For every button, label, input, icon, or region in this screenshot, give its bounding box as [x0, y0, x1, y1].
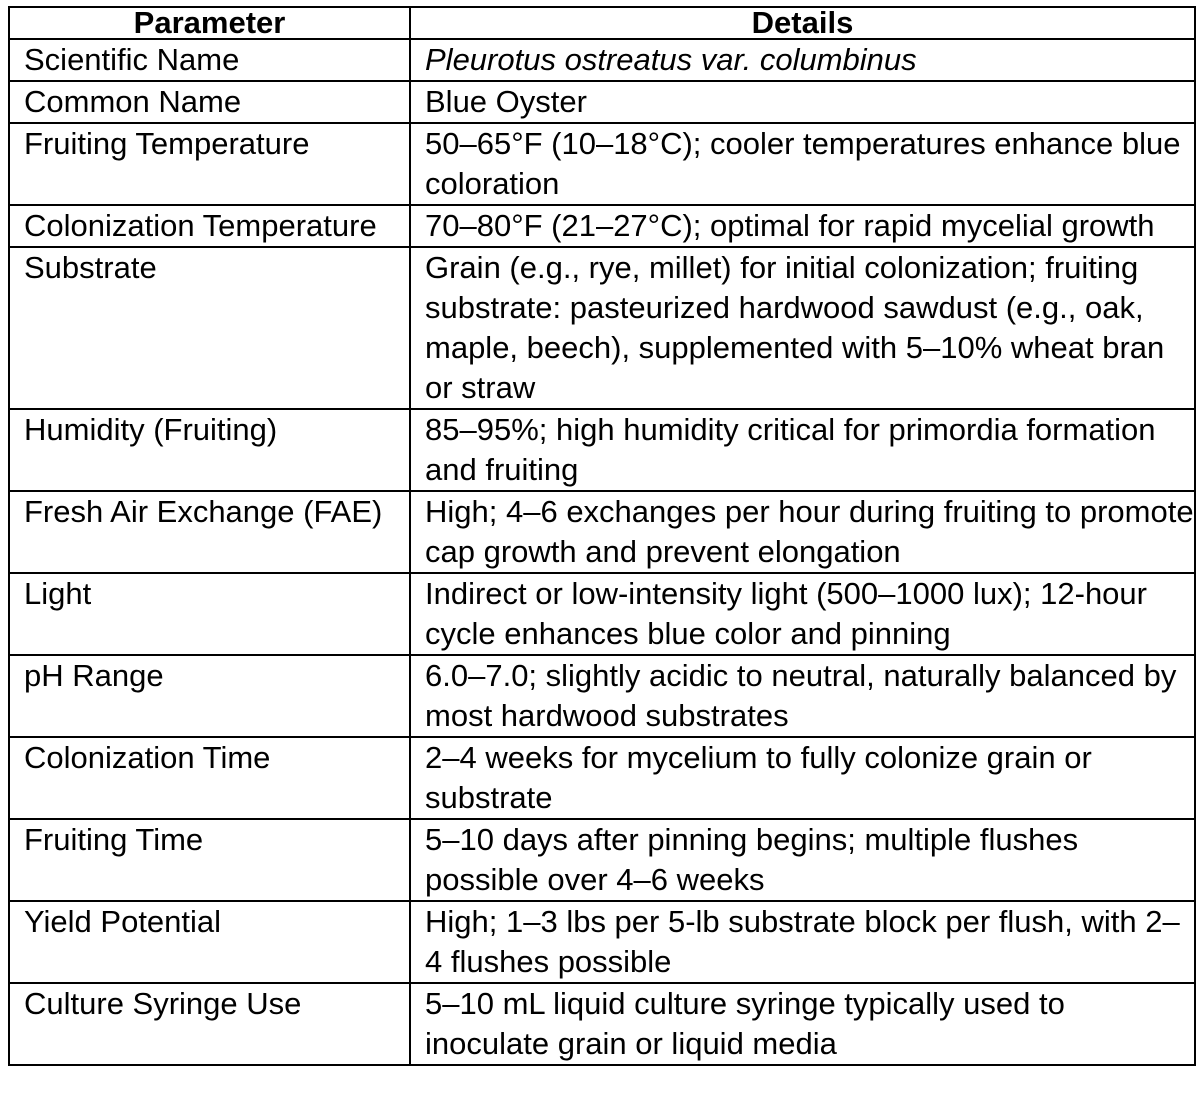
header-details: Details: [410, 7, 1195, 39]
table-row: [9, 573, 1195, 655]
table-row: [9, 491, 1195, 573]
parameter-cell: Culture Syringe Use: [9, 983, 410, 1065]
parameter-cell: Common Name: [9, 81, 410, 123]
details-cell: 5–10 days after pinning begins; multiple flushes possible over 4–6 weeks: [410, 819, 1195, 901]
table-row: [9, 901, 1195, 983]
details-cell: 5–10 mL liquid culture syringe typically used to inoculate grain or liquid media: [410, 983, 1195, 1065]
table-row: [9, 247, 1195, 409]
table-row: [9, 655, 1195, 737]
details-cell: 2–4 weeks for mycelium to fully colonize grain or substrate: [410, 737, 1195, 819]
details-cell: 70–80°F (21–27°C); optimal for rapid mycelial growth: [410, 205, 1195, 247]
parameter-cell: Fruiting Time: [9, 819, 410, 901]
parameter-cell: Colonization Time: [9, 737, 410, 819]
table-row: [9, 205, 1195, 247]
parameter-cell: Scientific Name: [9, 39, 410, 81]
parameters-table: [8, 6, 1196, 1066]
details-cell: 50–65°F (10–18°C); cooler temperatures enhance blue coloration: [410, 123, 1195, 205]
table-row: [9, 39, 1195, 81]
header-parameter: Parameter: [9, 7, 410, 39]
parameter-cell: Fruiting Temperature: [9, 123, 410, 205]
details-cell: Pleurotus ostreatus var. columbinus: [410, 39, 1195, 81]
table-row: [9, 409, 1195, 491]
table-row: [9, 819, 1195, 901]
details-cell: Grain (e.g., rye, millet) for initial colonization; fruiting substrate: pasteurized hardwood sawdust (e.g., oak, maple, beech), supplemented with 5–10% wheat bran or straw: [410, 247, 1195, 409]
parameter-cell: Colonization Temperature: [9, 205, 410, 247]
parameter-cell: Yield Potential: [9, 901, 410, 983]
parameter-cell: pH Range: [9, 655, 410, 737]
details-cell: High; 4–6 exchanges per hour during fruiting to promote cap growth and prevent elongation: [410, 491, 1195, 573]
table-row: [9, 983, 1195, 1065]
details-cell: Indirect or low-intensity light (500–1000 lux); 12-hour cycle enhances blue color and pinning: [410, 573, 1195, 655]
parameter-cell: Light: [9, 573, 410, 655]
details-cell: Blue Oyster: [410, 81, 1195, 123]
parameter-cell: Humidity (Fruiting): [9, 409, 410, 491]
parameter-cell: Substrate: [9, 247, 410, 409]
parameter-cell: Fresh Air Exchange (FAE): [9, 491, 410, 573]
details-cell: 6.0–7.0; slightly acidic to neutral, naturally balanced by most hardwood substrates: [410, 655, 1195, 737]
table-row: [9, 123, 1195, 205]
header-row: [9, 7, 1195, 39]
table-row: [9, 81, 1195, 123]
table-row: [9, 737, 1195, 819]
details-cell: High; 1–3 lbs per 5-lb substrate block per flush, with 2–4 flushes possible: [410, 901, 1195, 983]
details-cell: 85–95%; high humidity critical for primordia formation and fruiting: [410, 409, 1195, 491]
